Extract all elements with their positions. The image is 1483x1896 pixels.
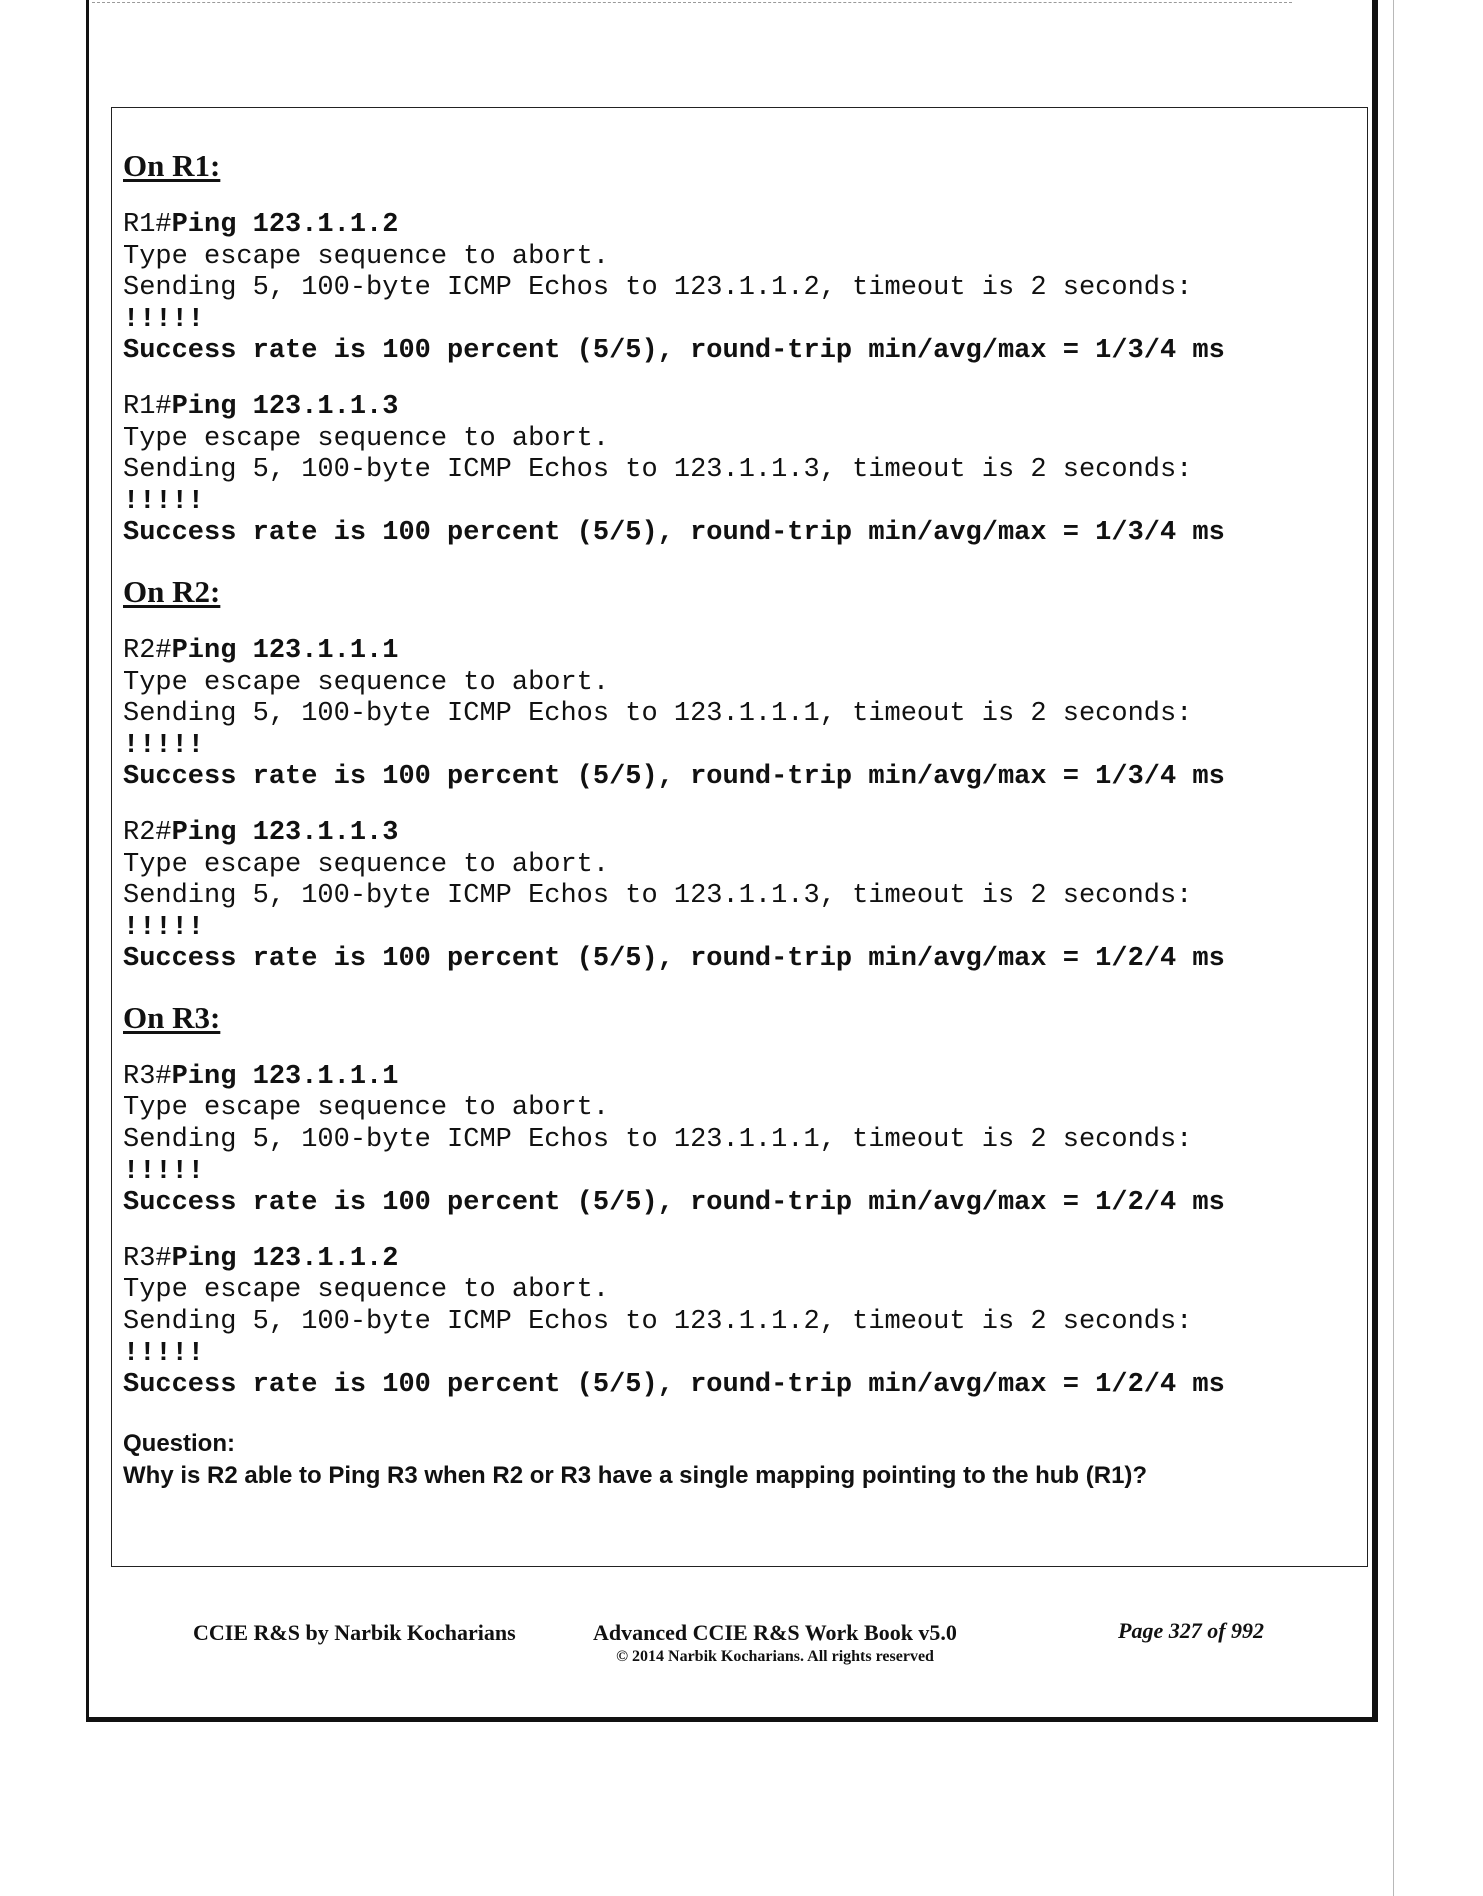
footer-author: CCIE R&S by Narbik Kocharians bbox=[193, 1620, 516, 1645]
success-line: Success rate is 100 percent (5/5), round-trip min/avg/max = 1/3/4 ms bbox=[123, 336, 1225, 367]
success-line: Success rate is 100 percent (5/5), round-trip min/avg/max = 1/3/4 ms bbox=[123, 762, 1225, 793]
cli-prompt: R1# bbox=[123, 210, 172, 240]
ping-block bbox=[123, 818, 1353, 976]
result-marks: !!!!! bbox=[123, 1156, 205, 1187]
result-marks: !!!!! bbox=[123, 730, 205, 761]
section-spacer bbox=[123, 550, 1353, 572]
cli-prompt: R1# bbox=[123, 391, 172, 422]
sending-line: Sending 5, 100-byte ICMP Echos to 123.1.1.2, timeout is 2 seconds: bbox=[123, 273, 1193, 304]
footer-book-info bbox=[575, 1620, 975, 1666]
cli-command: Ping 123.1.1.1 bbox=[171, 635, 399, 666]
escape-line: Type escape sequence to abort. bbox=[123, 423, 610, 454]
footer-book-title: Advanced CCIE R&S Work Book v5.0 bbox=[593, 1620, 957, 1645]
sending-line: Sending 5, 100-byte ICMP Echos to 123.1.1.3, timeout is 2 seconds: bbox=[123, 881, 1193, 912]
question-label: Question: bbox=[123, 1429, 235, 1457]
ping-command-line bbox=[123, 1062, 1353, 1094]
sending-line: Sending 5, 100-byte ICMP Echos to 123.1.1.2, timeout is 2 seconds: bbox=[123, 1307, 1193, 1338]
result-marks: !!!!! bbox=[123, 304, 205, 335]
cli-prompt: R2# bbox=[123, 635, 172, 666]
ping-command-line bbox=[123, 1244, 1353, 1276]
cli-prompt: R3# bbox=[123, 1243, 172, 1274]
footer-page-number: Page 327 of 992 bbox=[1118, 1618, 1265, 1643]
success-line: Success rate is 100 percent (5/5), round-trip min/avg/max = 1/2/4 ms bbox=[123, 944, 1225, 975]
cli-prompt: R2# bbox=[123, 817, 172, 848]
cli-command: Ping 123.1.1.2 bbox=[171, 210, 399, 240]
ping-command-line bbox=[123, 392, 1353, 424]
escape-line: Type escape sequence to abort. bbox=[123, 849, 610, 880]
question-block bbox=[123, 1428, 1353, 1492]
sending-line: Sending 5, 100-byte ICMP Echos to 123.1.1.1, timeout is 2 seconds: bbox=[123, 699, 1193, 730]
ping-block bbox=[123, 1062, 1353, 1220]
section-heading: On R1: bbox=[123, 148, 221, 183]
escape-line: Type escape sequence to abort. bbox=[123, 241, 610, 272]
footer-copyright: © 2014 Narbik Kocharians. All rights reserved bbox=[616, 1648, 934, 1665]
cli-command: Ping 123.1.1.3 bbox=[171, 391, 399, 422]
result-marks: !!!!! bbox=[123, 486, 205, 517]
section-heading: On R3: bbox=[123, 999, 221, 1035]
escape-line: Type escape sequence to abort. bbox=[123, 1093, 610, 1124]
section-spacer bbox=[123, 976, 1353, 998]
success-line: Success rate is 100 percent (5/5), round-trip min/avg/max = 1/3/4 ms bbox=[123, 518, 1225, 549]
escape-line: Type escape sequence to abort. bbox=[123, 667, 610, 698]
ping-command-line bbox=[123, 210, 1353, 242]
sending-line: Sending 5, 100-byte ICMP Echos to 123.1.1.3, timeout is 2 seconds: bbox=[123, 455, 1193, 486]
ping-command-line bbox=[123, 818, 1353, 850]
ping-command-line bbox=[123, 636, 1353, 668]
ping-block bbox=[123, 636, 1353, 794]
ping-block bbox=[123, 392, 1353, 550]
cli-command: Ping 123.1.1.1 bbox=[171, 1061, 399, 1092]
ping-block bbox=[123, 1244, 1353, 1402]
section-r3 bbox=[123, 998, 1353, 1402]
cli-command: Ping 123.1.1.2 bbox=[171, 1243, 399, 1274]
escape-line: Type escape sequence to abort. bbox=[123, 1275, 610, 1306]
page-content bbox=[123, 146, 1353, 1492]
section-r1 bbox=[123, 146, 1353, 550]
ping-block bbox=[123, 210, 1353, 368]
success-line: Success rate is 100 percent (5/5), round-trip min/avg/max = 1/2/4 ms bbox=[123, 1188, 1225, 1219]
result-marks: !!!!! bbox=[123, 1338, 205, 1369]
cli-prompt: R3# bbox=[123, 1061, 172, 1092]
success-line: Success rate is 100 percent (5/5), round-trip min/avg/max = 1/2/4 ms bbox=[123, 1370, 1225, 1401]
sending-line: Sending 5, 100-byte ICMP Echos to 123.1.1.1, timeout is 2 seconds: bbox=[123, 1125, 1193, 1156]
question-text: Why is R2 able to Ping R3 when R2 or R3 have a single mapping pointing to the hub (R1)? bbox=[123, 1461, 1148, 1489]
result-marks: !!!!! bbox=[123, 912, 205, 943]
section-r2 bbox=[123, 572, 1353, 976]
scan-right-edge bbox=[1393, 0, 1394, 1896]
cli-command: Ping 123.1.1.3 bbox=[171, 817, 399, 848]
section-heading: On R2: bbox=[123, 573, 221, 609]
